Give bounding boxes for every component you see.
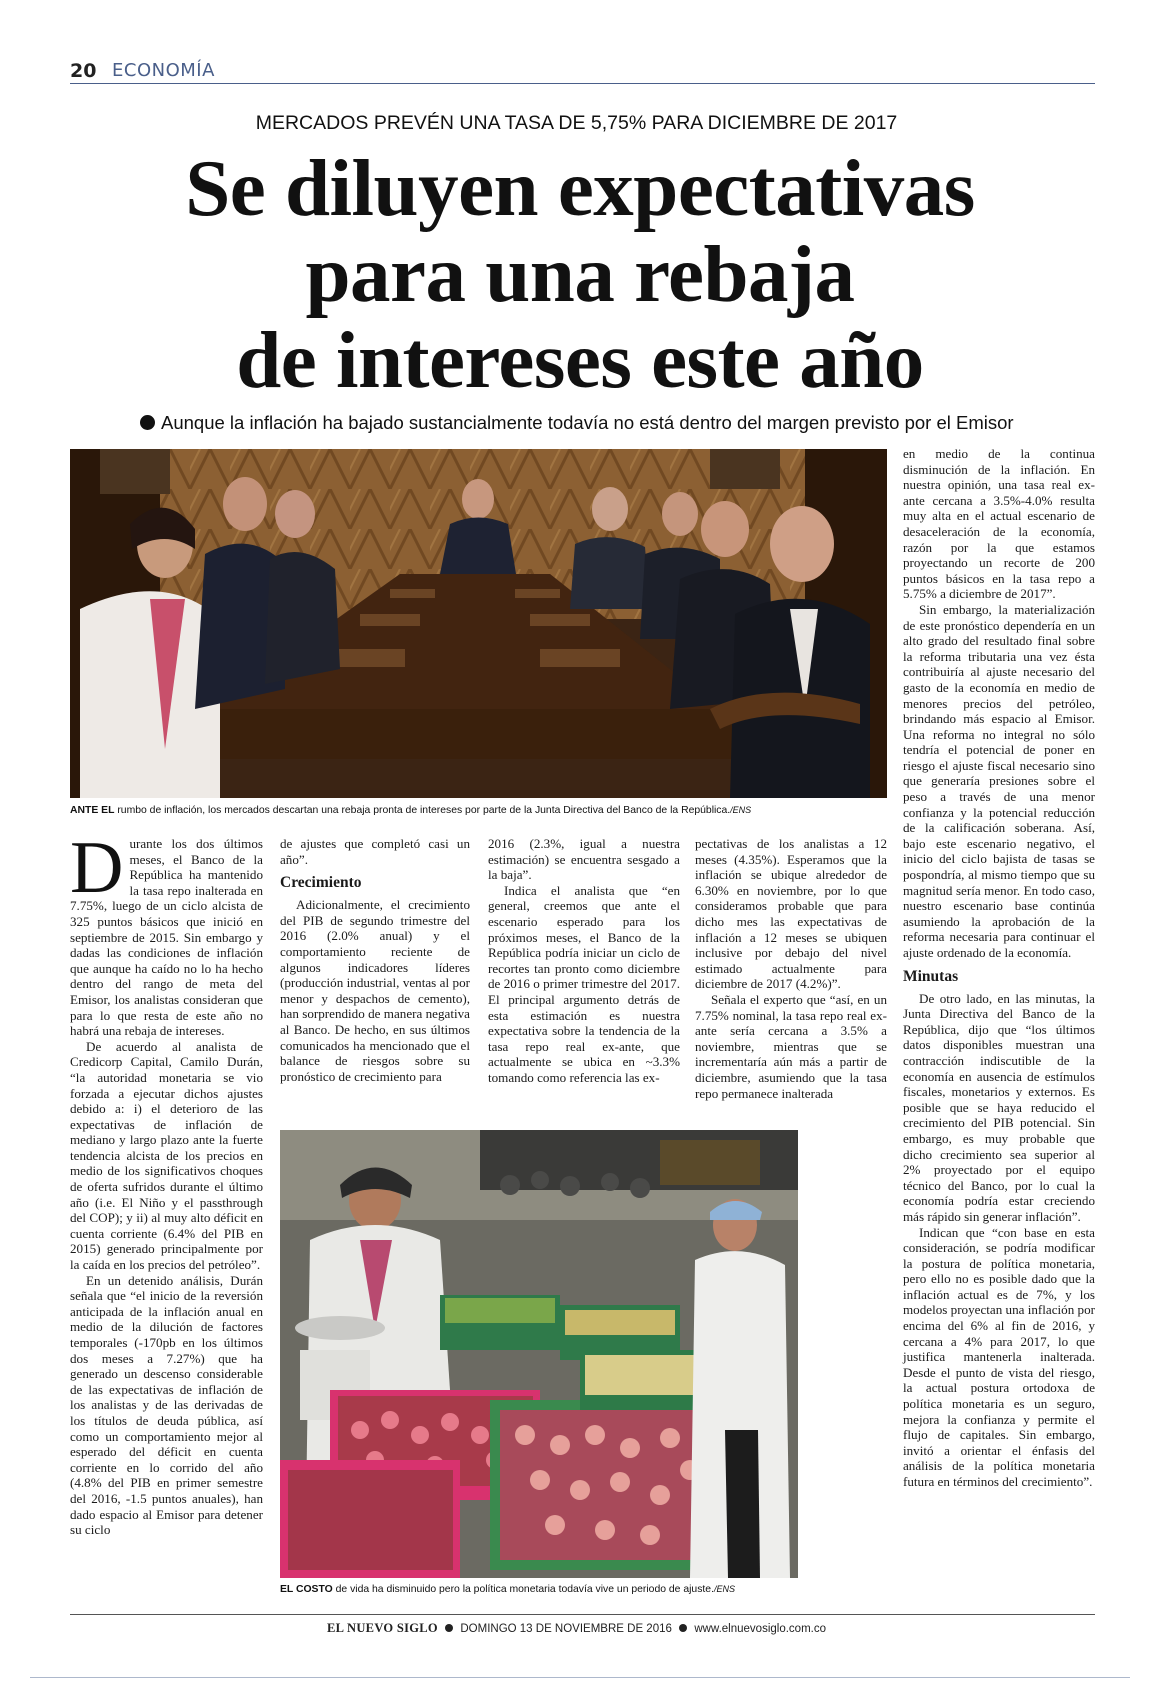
page-number: 20 (70, 60, 97, 82)
article-headline (120, 145, 1040, 403)
bullet-icon (679, 1624, 687, 1632)
footer-date: DOMINGO 13 DE NOVIEMBRE DE 2016 (460, 1623, 672, 1635)
paragraph: Sin embargo, la materialización de este pronóstico dependería en un alto grado del resultado final sobre la reforma tributaria una vez ésta contribuiría al ajuste necesario del gasto de la economía en medio de menores precios del petróleo, brindando más espacio al Emisor. Una reforma no integral no sólo tendría el potencial de poner en riesgo el ajuste fiscal necesario sino que generaría presiones sobre el peso a través de una menor confianza y la potencial reducción de la calificación soberana. Así, bajo este escenario negativo, el inicio del ciclo bajista de tasas se pospondría, al mismo tiempo que su magnitud sería menor. En todo caso, nuestro escenario base continúa asumiendo la aprobación de la reforma necesaria para continuar el ajuste ordenado de la economía. (903, 601, 1095, 960)
deck-text: Aunque la inflación ha bajado sustancialmente todavía no está dentro del margen previsto por el Emisor (161, 412, 1014, 433)
paragraph-text: urante los dos últimos meses, el Banco de la República ha mantenido la tasa repo inalterada en 7.75%, luego de un ciclo alcista de 325 puntos básicos que inició en septiembre de 2015. Sin embargo y dadas las condiciones de inflación que aunque ha caído no lo ha hecho dentro del rango de meta del Emisor, los analistas consideran que para lo que resta de este año no habrá una rebaja de intereses. (70, 836, 263, 1039)
article-column-2 (280, 836, 470, 1084)
headline-line-3: de intereses este año (236, 315, 924, 405)
caption-text: de vida ha disminuido pero la política monetaria todavía vive un periodo de ajuste. (332, 1584, 714, 1595)
paragraph: en medio de la continua disminución de la inflación. En nuestra opinión, una tasa real ex-ante cercana a 3.5%-4.0% resulta muy alta en el actual escenario de desaceleración de la economía, razón por la que estamos proyectando un recorte de 200 puntos básicos en la tasa repo a 5.75% a diciembre de 2017”. (903, 446, 1095, 602)
bullet-icon (140, 415, 155, 430)
subhead-crecimiento: Crecimiento (280, 874, 362, 892)
page-header (70, 58, 1095, 84)
article-column-5 (903, 446, 1095, 1490)
paragraph: Indica el analista que “en general, creemos que ante el escenario esperado para los próximos meses, el Banco de la República podría iniciar un ciclo de recortes tan pronto como diciembre de 2016 o primer trimestre del 2017. El principal argumento detrás de esta estimación es nuestra expectativa sobre la tendencia de la tasa repo real ex-ante, que actualmente se ubica en ~3.3% tomando como referencia las ex- (488, 882, 680, 1085)
headline-line-2: para una rebaja (305, 229, 855, 319)
paragraph: De acuerdo al analista de Credicorp Capital, Camilo Durán, “la autoridad monetaria se vio forzada a ejecutar dichos ajustes debido a: i) el deterioro de las expectativas de inflación de mediano y largo plazo ante la fuerte tendencia alcista de los precios en medio de los significativos choques de oferta sufridos durante el último año (i.e. El Niño y el passthrough del COP); y ii) al muy alto déficit en cuenta corriente (6.4% del PIB en 2015) generado principalmente por la caída en los precios del petróleo”. (70, 1038, 263, 1273)
paragraph: pectativas de los analistas a 12 meses (4.35%). Esperamos que la inflación se ubique alrededor de 6.30% en noviembre, por lo que consideramos probable que para dicho mes las expectativas de inflación a 12 meses se ubiquen inclusive por debajo del nivel estimado actualmente para diciembre de 2017 (4.2%)”. (695, 836, 887, 992)
article-column-1 (70, 827, 263, 1538)
paragraph (70, 827, 263, 1039)
footer-url: www.elnuevosiglo.com.co (694, 1623, 826, 1635)
article-column-3 (488, 836, 680, 1086)
caption-credit: /ENS (713, 1584, 735, 1594)
subhead-minutas: Minutas (903, 967, 959, 985)
paragraph: 2016 (2.3%, igual a nuestra estimación) se encuentra sesgado a la baja”. (488, 836, 680, 883)
caption-lead: EL COSTO (280, 1584, 333, 1595)
paragraph: de ajustes que completó casi un año”. (280, 836, 470, 867)
caption-text: rumbo de inflación, los mercados descartan una rebaja pronta de intereses por parte de la Junta Directiva del Banco de la República. (114, 805, 731, 816)
headline-line-1: Se diluyen expectativas (185, 143, 975, 233)
paragraph: De otro lado, en las minutas, la Junta Directiva del Banco de la República, dijo que “los últimos datos disponibles muestran una contracción indiscutible de la economía en ausencia de estímulos fiscales, monetarios y externos. Es posible que se haya reducido el crecimiento del PIB potencial. Sin embargo, es muy probable que dicho crecimiento sea superior al 2% proyectado por el equipo técnico del Banco, por lo cual la economía podría estar creciendo más rápido sin generar inflación”. (903, 990, 1095, 1224)
paragraph: En un detenido análisis, Durán señala que “el inicio de la reversión anticipada de la inflación anual en medio de la dilución de factores temporales (-170pb en los últimos dos meses a 7.27%) que ha generado un descenso considerable de las expectativas de inflación de los analistas y de las derivadas de los títulos de deuda pública, así como un comportamiento mejor al esperado del déficit en cuenta corriente en lo corrido del año (4.8% del PIB en primer semestre del 2016, -1.5 puntos anuales), han dado espacio al Emisor para detener su ciclo (70, 1272, 263, 1538)
article-column-4 (695, 836, 887, 1101)
photo-1-caption (70, 805, 751, 816)
paragraph: Adicionalmente, el crecimiento del PIB de segundo trimestre del 2016 (2.0% anual) y el comportamiento reciente de algunos indicadores líderes (producción industrial, ventas al por menor y despachos de cemento), han sorprendido de manera negativa al Banco. De hecho, en sus últimos comunicados ha mencionado que el balance de riesgos sobre su pronóstico de crecimiento para (280, 897, 470, 1084)
caption-lead: ANTE EL (70, 805, 115, 816)
paragraph: Indican que “con base en esta consideración, se podría modificar la postura de política monetaria, pero ello no es posible dado que la inflación actual es de 7%, y los modelos proyectan una inflación por encima del 6% al fin de 2016, y cercana a 4% para 2017, lo que justifica mantenerla inalterada. Desde el punto de vista del riesgo, la actual postura ortodoxa de política monetaria es un seguro, mejora la confianza y permite el flujo de capitales. Sin embargo, invitó a orientar el énfasis del análisis de la política monetaria futura en términos del crecimiento”. (903, 1224, 1095, 1489)
photo-2-caption (280, 1584, 735, 1595)
board-meeting-photo (70, 449, 887, 798)
market-photo (280, 1130, 798, 1578)
section-name: ECONOMÍA (112, 60, 215, 81)
bullet-icon (445, 1624, 453, 1632)
drop-cap: D (70, 827, 124, 909)
caption-credit: /ENS (730, 805, 752, 815)
article-kicker: MERCADOS PREVÉN UNA TASA DE 5,75% PARA DICIEMBRE DE 2017 (255, 112, 898, 134)
bottom-edge-rule (30, 1677, 1130, 1678)
article-deck (140, 412, 1060, 434)
page-footer (0, 1621, 1153, 1636)
paragraph: Señala el experto que “así, en un 7.75% nominal, la tasa repo real ex-ante sería cercana a 3.5% a noviembre, mientras que se incrementaría aún más a partir de diciembre, asumiendo que la tasa repo permanece inalterada (695, 991, 887, 1101)
newspaper-brand: EL NUEVO SIGLO (327, 1621, 438, 1635)
footer-divider (70, 1614, 1095, 1615)
